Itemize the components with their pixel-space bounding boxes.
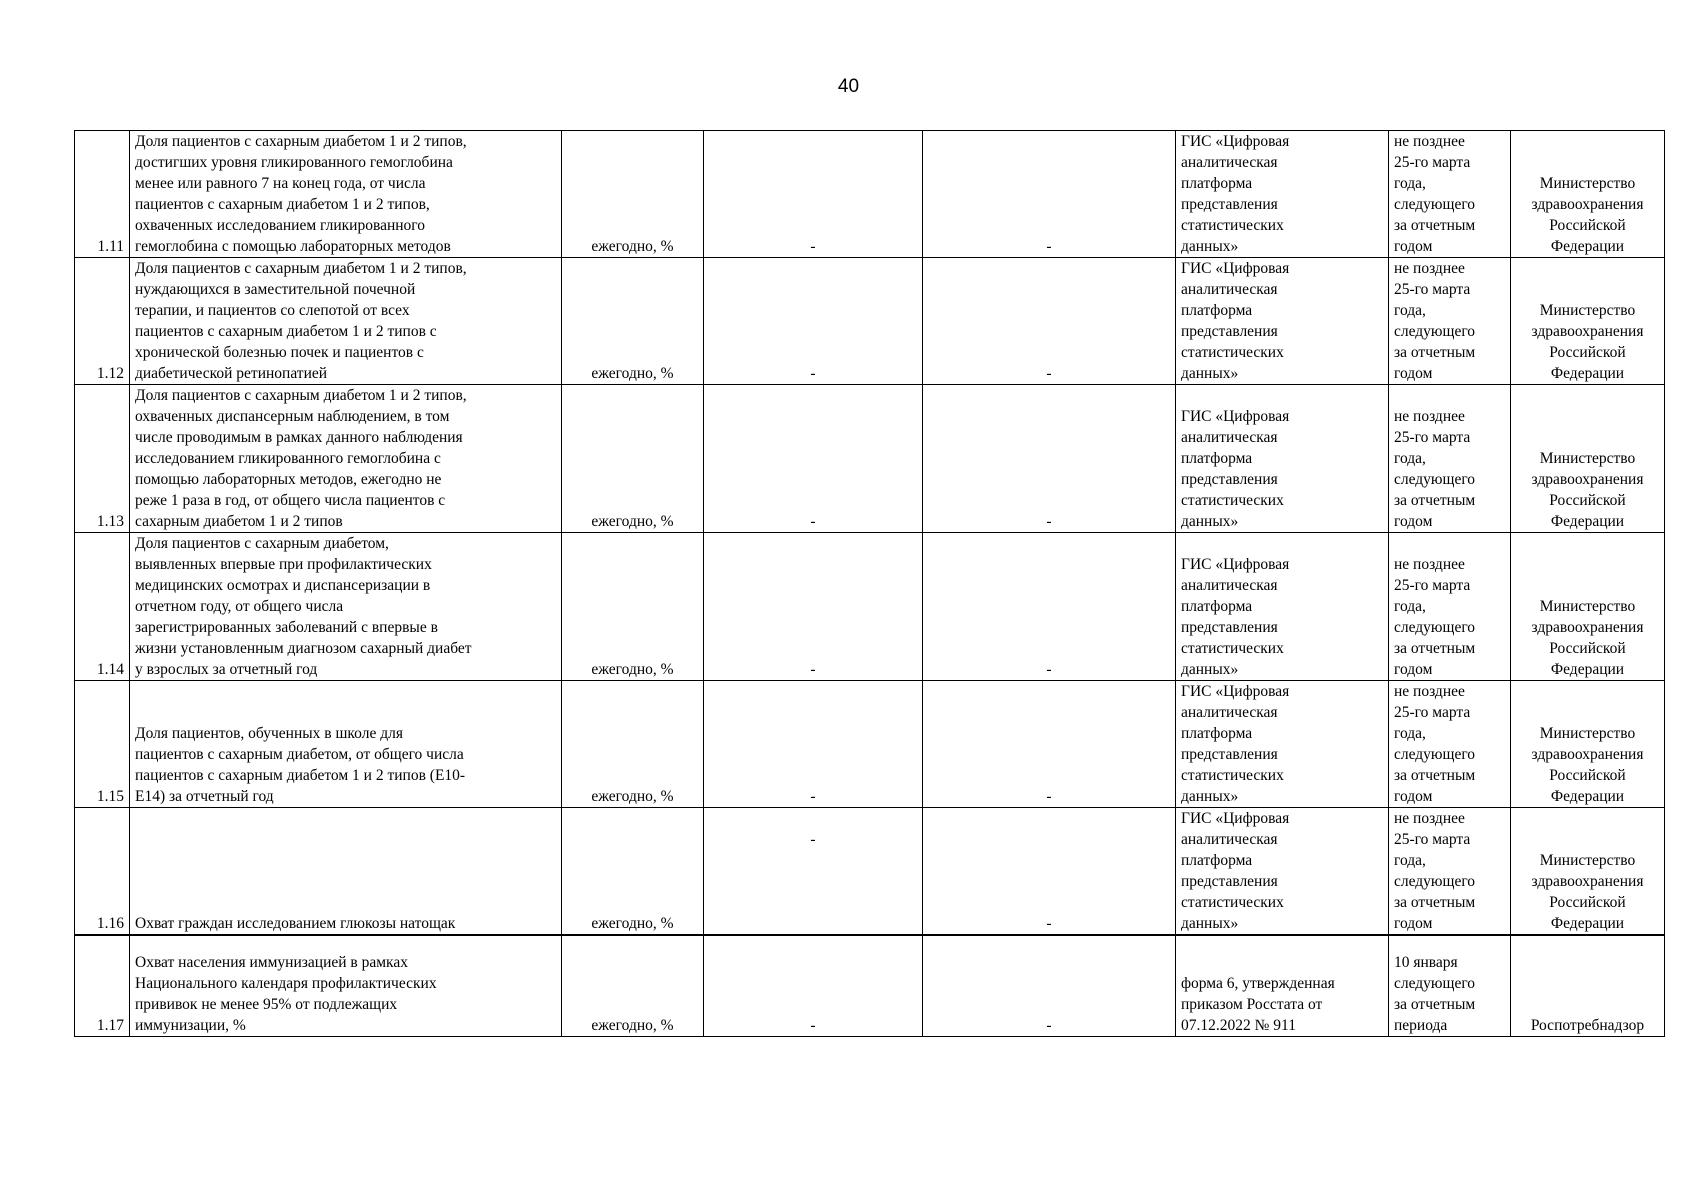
responsible-body: Министерство здравоохранения Российской Федерации xyxy=(1511,258,1665,385)
frequency-unit: ежегодно, % xyxy=(562,935,704,1036)
responsible-body: Министерство здравоохранения Российской Федерации xyxy=(1511,385,1665,533)
row-number: 1.14 xyxy=(75,533,130,681)
row-number: 1.13 xyxy=(75,385,130,533)
data-source: ГИС «Цифровая аналитическая платформа представления статистических данных» xyxy=(1176,808,1389,936)
responsible-body: Министерство здравоохранения Российской Федерации xyxy=(1511,131,1665,258)
responsible-body: Министерство здравоохранения Российской Федерации xyxy=(1511,808,1665,936)
indicator-name: Доля пациентов, обученных в школе для пациентов с сахарным диабетом, от общего числа пациентов с сахарным диабетом 1 и 2 типов (E10- E14) за отчетный год xyxy=(130,681,562,808)
frequency-unit: ежегодно, % xyxy=(562,385,704,533)
column-4-value: - xyxy=(923,681,1176,808)
deadline: не позднее 25-го марта года, следующего за отчетным годом xyxy=(1389,681,1511,808)
table-row xyxy=(75,935,1665,1036)
deadline: не позднее 25-го марта года, следующего за отчетным годом xyxy=(1389,385,1511,533)
column-3-value: - xyxy=(704,533,923,681)
deadline: не позднее 25-го марта года, следующего за отчетным годом xyxy=(1389,808,1511,936)
column-4-value: - xyxy=(923,935,1176,1036)
frequency-unit: ежегодно, % xyxy=(562,681,704,808)
row-number: 1.12 xyxy=(75,258,130,385)
deadline: не позднее 25-го марта года, следующего за отчетным годом xyxy=(1389,258,1511,385)
column-3-value: - xyxy=(704,935,923,1036)
table-row xyxy=(75,808,1665,936)
column-3-value: - xyxy=(704,808,923,936)
column-4-value: - xyxy=(923,258,1176,385)
data-source: ГИС «Цифровая аналитическая платформа представления статистических данных» xyxy=(1176,131,1389,258)
column-3-value: - xyxy=(704,258,923,385)
table-row xyxy=(75,385,1665,533)
column-4-value: - xyxy=(923,808,1176,936)
frequency-unit: ежегодно, % xyxy=(562,533,704,681)
table-row xyxy=(75,681,1665,808)
indicator-name: Доля пациентов с сахарным диабетом 1 и 2 типов, нуждающихся в заместительной почечной терапии, и пациентов со слепотой от всех пациентов с сахарным диабетом 1 и 2 типов с хронической болезнью почек и пациентов с диабетической ретинопатией xyxy=(130,258,562,385)
frequency-unit: ежегодно, % xyxy=(562,808,704,936)
column-4-value: - xyxy=(923,385,1176,533)
indicator-name: Охват граждан исследованием глюкозы натощак xyxy=(130,808,562,936)
column-4-value: - xyxy=(923,131,1176,258)
column-3-value: - xyxy=(704,131,923,258)
column-3-value: - xyxy=(704,681,923,808)
data-source: ГИС «Цифровая аналитическая платформа представления статистических данных» xyxy=(1176,385,1389,533)
row-number: 1.16 xyxy=(75,808,130,936)
data-source: ГИС «Цифровая аналитическая платформа представления статистических данных» xyxy=(1176,533,1389,681)
frequency-unit: ежегодно, % xyxy=(562,258,704,385)
table-row xyxy=(75,533,1665,681)
column-4-value: - xyxy=(923,533,1176,681)
page-number: 40 xyxy=(837,76,860,97)
data-source: ГИС «Цифровая аналитическая платформа представления статистических данных» xyxy=(1176,681,1389,808)
row-number: 1.15 xyxy=(75,681,130,808)
data-source: ГИС «Цифровая аналитическая платформа представления статистических данных» xyxy=(1176,258,1389,385)
row-number: 1.17 xyxy=(75,935,130,1036)
data-source: форма 6, утвержденная приказом Росстата от 07.12.2022 № 911 xyxy=(1176,935,1389,1036)
indicators-table xyxy=(74,130,1665,1037)
deadline: не позднее 25-го марта года, следующего за отчетным годом xyxy=(1389,533,1511,681)
responsible-body: Роспотребнадзор xyxy=(1511,935,1665,1036)
table-row xyxy=(75,258,1665,385)
column-3-value: - xyxy=(704,385,923,533)
deadline: 10 января следующего за отчетным периода xyxy=(1389,935,1511,1036)
responsible-body: Министерство здравоохранения Российской Федерации xyxy=(1511,681,1665,808)
deadline: не позднее 25-го марта года, следующего за отчетным годом xyxy=(1389,131,1511,258)
indicator-name: Доля пациентов с сахарным диабетом 1 и 2 типов, охваченных диспансерным наблюдением, в том числе проводимым в рамках данного наблюдения исследованием гликированного гемоглобина с помощью лабораторных методов, ежегодно не реже 1 раза в год, от общего числа пациентов с сахарным диабетом 1 и 2 типов xyxy=(130,385,562,533)
frequency-unit: ежегодно, % xyxy=(562,131,704,258)
indicator-name: Доля пациентов с сахарным диабетом, выявленных впервые при профилактических медицинских осмотрах и диспансеризации в отчетном году, от общего числа зарегистрированных заболеваний с впервые в жизни установленным диагнозом сахарный диабет у взрослых за отчетный год xyxy=(130,533,562,681)
indicator-name: Охват населения иммунизацией в рамках Национального календаря профилактических прививок не менее 95% от подлежащих иммунизации, % xyxy=(130,935,562,1036)
row-number: 1.11 xyxy=(75,131,130,258)
indicator-name: Доля пациентов с сахарным диабетом 1 и 2 типов, достигших уровня гликированного гемоглобина менее или равного 7 на конец года, от числа пациентов с сахарным диабетом 1 и 2 типов, охваченных исследованием гликированного гемоглобина с помощью лабораторных методов xyxy=(130,131,562,258)
table-row xyxy=(75,131,1665,258)
responsible-body: Министерство здравоохранения Российской Федерации xyxy=(1511,533,1665,681)
